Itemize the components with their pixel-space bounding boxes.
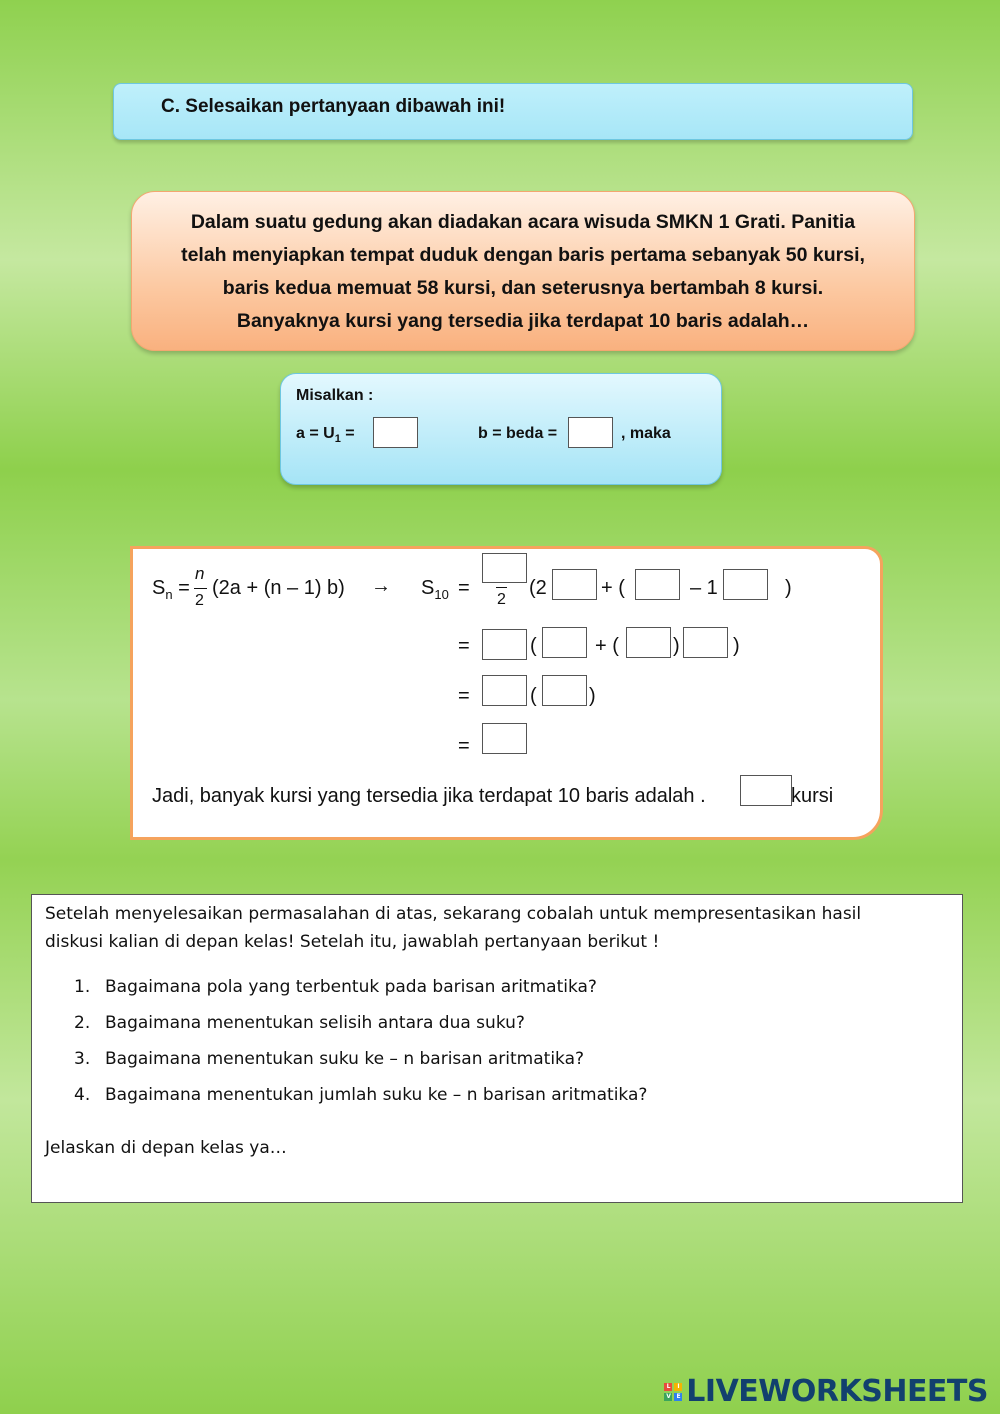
list-item: Bagaimana menentukan jumlah suku ke – n barisan aritmatika? xyxy=(105,1085,648,1105)
discussion-questions xyxy=(31,894,963,1203)
line2-eq: = xyxy=(458,635,470,657)
answer-input-a2[interactable] xyxy=(552,569,597,600)
frac-numerator: n xyxy=(195,564,205,583)
sn-symbol xyxy=(152,577,190,602)
a-eq: = xyxy=(345,425,355,442)
answer-input-line2-b[interactable] xyxy=(542,627,587,658)
intro-line: diskusi kalian di depan kelas! Setelah itu, jawablah pertanyaan berikut ! xyxy=(45,932,660,952)
answer-input-b[interactable] xyxy=(568,417,613,448)
conclusion-text: Jadi, banyak kursi yang tersedia jika terdapat 10 baris adalah . xyxy=(152,785,706,807)
maka-text: , maka xyxy=(621,425,671,442)
answer-input-line2-a[interactable] xyxy=(482,629,527,660)
answer-input-result[interactable] xyxy=(482,723,527,754)
problem-line: baris kedua memuat 58 kursi, dan seterusnya bertambah 8 kursi. xyxy=(222,277,824,299)
list-item-number: 4. xyxy=(74,1085,91,1105)
list-item: Bagaimana menentukan selisih antara dua suku? xyxy=(105,1013,525,1033)
misalkan-label: Misalkan : xyxy=(296,387,374,404)
s10-text: S xyxy=(421,577,435,599)
list-item: Bagaimana menentukan suku ke – n barisan aritmatika? xyxy=(105,1049,585,1069)
logo-mark-cell: V xyxy=(666,1392,671,1400)
intro-line: Setelah menyelesaikan permasalahan di atas, sekarang cobalah untuk mempresentasikan hasil xyxy=(45,904,862,924)
line1-minus1: – 1 xyxy=(690,577,718,599)
problem-line: telah menyiapkan tempat duduk dengan baris pertama sebanyak 50 kursi, xyxy=(181,244,865,266)
list-item-number: 2. xyxy=(74,1013,91,1033)
arrow-icon: → xyxy=(371,575,391,597)
a-sub: 1 xyxy=(334,433,341,446)
answer-input-a[interactable] xyxy=(373,417,418,448)
list-item: Bagaimana pola yang terbentuk pada barisan aritmatika? xyxy=(105,977,597,997)
formula-tail: (2a + (n – 1) b) xyxy=(212,577,345,599)
line2-plus-open: + ( xyxy=(595,635,619,657)
line3-eq: = xyxy=(458,685,470,707)
line2-mid-close: ) xyxy=(673,635,680,657)
line3-open: ( xyxy=(530,685,537,707)
answer-input-line2-c[interactable] xyxy=(626,627,671,658)
line1-open2: (2 xyxy=(529,577,547,599)
section-header xyxy=(113,83,913,140)
answer-input-line2-d[interactable] xyxy=(683,627,728,658)
logo-mark-cell: I xyxy=(674,1383,682,1391)
a-label xyxy=(296,425,355,445)
s10-sub: 10 xyxy=(434,587,449,602)
line1-eq: = xyxy=(458,577,470,599)
line2-open: ( xyxy=(530,635,537,657)
logo-mark-icon xyxy=(664,1383,682,1401)
problem-statement xyxy=(131,191,915,351)
frac-denominator: 2 xyxy=(195,592,204,609)
list-item-number: 1. xyxy=(74,977,91,997)
sn-sub: n xyxy=(165,587,173,602)
brand-name: LIVEWORKSHEETS xyxy=(686,1374,988,1409)
liveworksheets-logo xyxy=(664,1374,988,1409)
line2-close: ) xyxy=(733,635,740,657)
a-label-text: a = U xyxy=(296,425,335,442)
frac-bar xyxy=(194,588,207,589)
line4-eq: = xyxy=(458,735,470,757)
s10-frac-bar xyxy=(496,587,507,588)
line1-plus-open: + ( xyxy=(601,577,625,599)
list-item-number: 3. xyxy=(74,1049,91,1069)
answer-input-n2[interactable] xyxy=(635,569,680,600)
sn-eq: = xyxy=(178,577,190,599)
answer-input-n[interactable] xyxy=(482,553,527,583)
logo-mark-cell: E xyxy=(674,1393,682,1401)
answer-input-line3-a[interactable] xyxy=(482,675,527,706)
calculation-panel xyxy=(130,546,883,840)
logo-mark-cell: L xyxy=(664,1383,672,1391)
s10-symbol xyxy=(421,577,449,602)
answer-input-b2[interactable] xyxy=(723,569,768,600)
closing-text: Jelaskan di depan kelas ya… xyxy=(45,1138,287,1158)
answer-input-final[interactable] xyxy=(740,775,792,806)
line1-close: ) xyxy=(785,577,792,599)
conclusion-unit: kursi xyxy=(791,785,834,807)
answer-input-line3-b[interactable] xyxy=(542,675,587,706)
line3-close: ) xyxy=(589,685,596,707)
section-title: C. Selesaikan pertanyaan dibawah ini! xyxy=(161,96,506,117)
sn-text: S xyxy=(152,577,166,599)
s10-frac-denominator: 2 xyxy=(497,591,506,608)
problem-line: Dalam suatu gedung akan diadakan acara wisuda SMKN 1 Grati. Panitia xyxy=(190,211,856,233)
misalkan-panel xyxy=(280,373,722,485)
problem-line: Banyaknya kursi yang tersedia jika terdapat 10 baris adalah… xyxy=(236,310,810,332)
b-label: b = beda = xyxy=(478,425,558,442)
